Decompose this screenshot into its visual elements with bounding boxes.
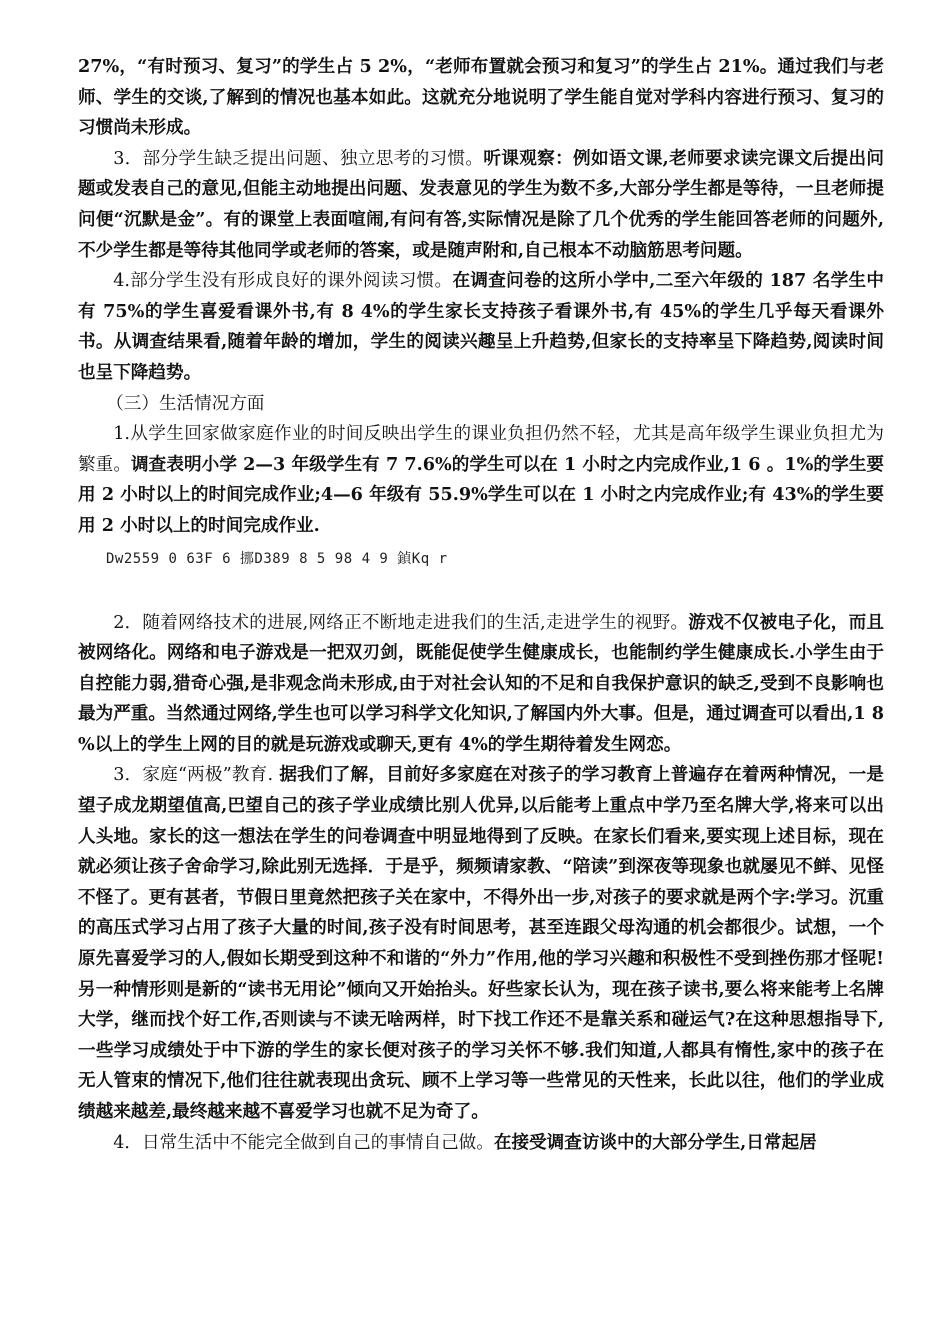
text-run: 4．日常生活中不能完全做到自己的事情自己做。	[113, 1132, 494, 1153]
document-marker-line: Dw2559 0 63F 6 挪D389 8 5 98 4 9 鍞Kq r	[106, 550, 448, 567]
paragraph-homework-burden	[78, 419, 884, 541]
text-run: 听课观察：例如语文课,老师要求读完课文后提出问题或发表自己的意见,但能主动地提出问题、发表意见的学生为数不多,大部分学生都是等待，一旦老师提问便“沉默是金”。有的课堂上表面喧闹,有问有答,实际情况是除了几个优秀的学生能回答老师的问题外,不少学生都是等待其他同学或老师的答案，或是随声附和,自己根本不动脑筋思考问题。	[78, 147, 884, 261]
paragraph-reading-habits	[78, 266, 884, 388]
paragraph-family-education	[78, 760, 884, 1127]
paragraph-questioning-habits	[78, 144, 884, 266]
text-run: 3．家庭“两极”教育.	[113, 765, 274, 786]
paragraph-self-care	[78, 1128, 884, 1159]
text-run: 游戏不仅被电子化，而且被网络化。网络和电子游戏是一把双刃剑，既能促使学生健康成长，也能制约学生健康成长.小学生由于自控能力弱,猎奇心强,是非观念尚未形成,由于对社会认知的不足和自我保护意识的缺乏,受到不良影响也最为严重。当然通过网络,学生也可以学习科学文化知识,了解国内外大事。但是，通过调查可以看出,1 8 %以上的学生上网的目的就是玩游戏或聊天,更有 4%的学生期待着发生网恋。	[78, 611, 884, 755]
text-run: 在接受调查访谈中的大部分学生,日常起居	[493, 1131, 817, 1153]
paragraph-study-habits-stats	[78, 52, 884, 144]
text-run: 3．部分学生缺乏提出问题、独立思考的习惯。	[113, 148, 484, 169]
section-heading-text: （三）生活情况方面	[106, 393, 265, 414]
text-run: 据我们了解，目前好多家庭在对孩子的学习教育上普遍存在着两种情况，一是望子成龙期望值高,巴望自己的孩子学业成绩比别人优异,以后能考上重点中学乃至名牌大学,将来可以出人头地。家长的这一想法在学生的问卷调查中明显地得到了反映。在家长们看来,要实现上述目标，现在就必须让孩子舍命学习,除此别无选择．于是乎，频频请家教、“陪读”到深夜等现象也就屡见不鲜、见怪不怪了。更有甚者，节假日里竟然把孩子关在家中，不得外出一步,对孩子的要求就是两个字:学习。沉重的高压式学习占用了孩子大量的时间,孩子没有时间思考，甚至连跟父母沟通的机会都很少。试想，一个原先喜爱学习的人,假如长期受到这种不和谐的“外力”作用,他的学习兴趣和积极性不受到挫伤那才怪呢!另一种情形则是新的“读书无用论”倾向又开始抬头。好些家长认为，现在孩子读书,要么将来能考上名牌大学，继而找个好工作,否则读与不读无啥两样，时下找工作还不是靠关系和碰运气?在这种思想指导下,一些学习成绩处于中下游的学生的家长便对孩子的学习关怀不够.我们知道,人都具有惰性,家中的孩子在无人管束的情况下,他们往往就表现出贪玩、顾不上学习等一些常见的天性来，长此以往，他们的学业成绩越来越差,最终越来越不喜爱学习也就不足为奇了。	[78, 764, 884, 1122]
text-run: 4.部分学生没有形成良好的课外阅读习惯。	[113, 271, 453, 292]
text-run: 在调查问卷的这所小学中,二至六年级的 187 名学生中有 75%的学生喜爱看课外书,有 8 4%的学生家长支持孩子看课外书,有 45%的学生几乎每天看课外书。从调查结果看,随着年龄的增加，学生的阅读兴趣呈上升趋势,但家长的支持率呈下降趋势,阅读时间也呈下降趋势。	[78, 270, 884, 383]
text-run: 2．随着网络技术的进展,网络正不断地走进我们的生活,走进学生的视野。	[113, 612, 689, 633]
document-page	[78, 52, 884, 1158]
section-heading-life	[78, 389, 884, 420]
text-run: 调查表明小学 2—3 年级学生有 7 7.6%的学生可以在 1 小时之内完成作业,1 6 。1%的学生要用 2 小时以上的时间完成作业;4—6 年级有 55.9%学生可以在 1 小时之内完成作业;有 43%的学生要用 2 小时以上的时间完成作业.	[78, 453, 884, 536]
text-run: 27%，“有时预习、复习”的学生占 5 2%，“老师布置就会预习和复习”的学生占 21%。通过我们与老师、学生的交谈,了解到的情况也基本如此。这就充分地说明了学生能自觉对学科内容进行预习、复习的习惯尚未形成。	[78, 56, 884, 139]
paragraph-network	[78, 608, 884, 761]
text-run: 1.从学生回家做家庭作业的时间反映出学生的课业负担仍然不轻，尤其是高年级学生课业负担尤为繁重。	[78, 424, 884, 475]
